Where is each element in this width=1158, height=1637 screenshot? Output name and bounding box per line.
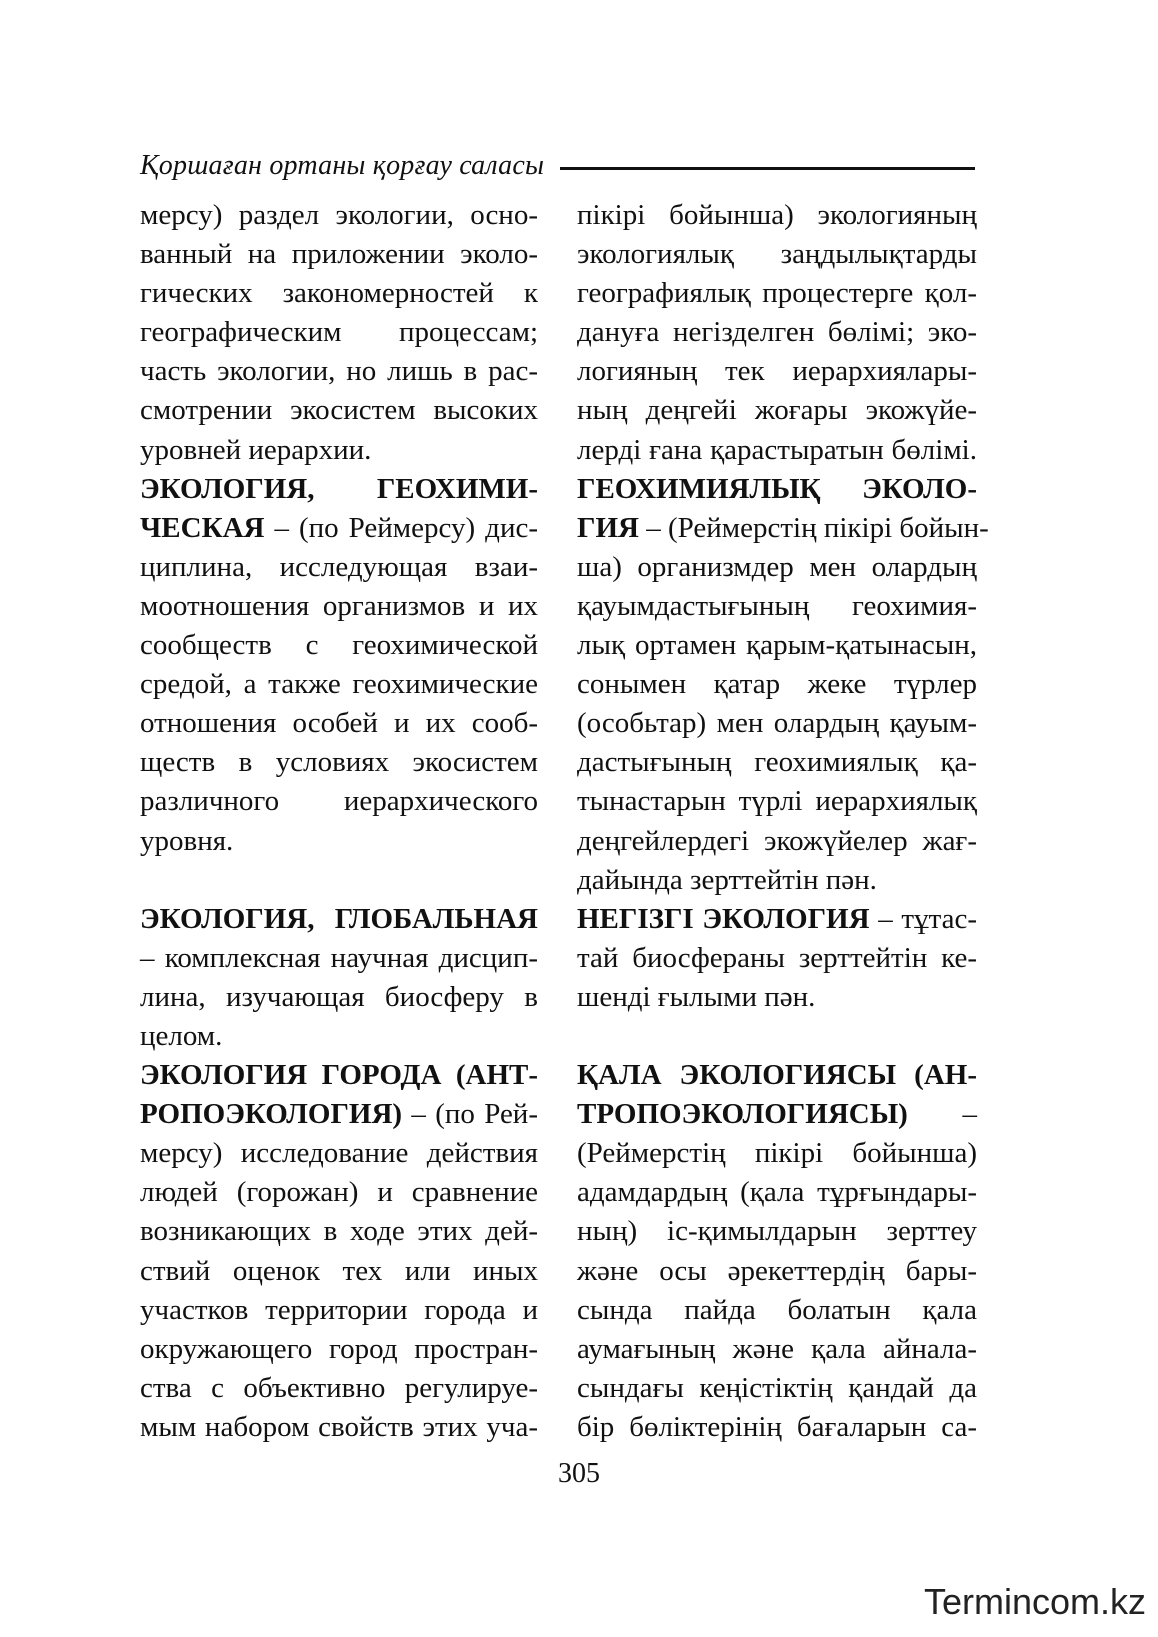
- text-line: [577, 587, 977, 626]
- line-text: аумағының және қала айнала-: [577, 1332, 977, 1365]
- text-line: [140, 900, 538, 939]
- text-line: [140, 470, 538, 509]
- text-line: [577, 1291, 977, 1330]
- text-line: [140, 626, 538, 665]
- line-text: адамдардың (қала тұрғындары-: [577, 1176, 977, 1209]
- text-line: [577, 665, 977, 704]
- text-line: [577, 1408, 977, 1447]
- text-line: [577, 274, 977, 313]
- line-text: лерді ғана қарастыратын бөлімі.: [577, 433, 977, 466]
- watermark-text: Termincom.kz: [923, 1581, 1146, 1622]
- page-number: 305: [558, 1458, 600, 1489]
- line-text: часть экологии, но лишь в рас-: [140, 355, 538, 388]
- text-line: [140, 978, 538, 1017]
- text-line: [140, 939, 538, 978]
- line-text: сонымен қатар жеке түрлер: [577, 668, 977, 701]
- line-text: бір бөліктерінің бағаларын са-: [577, 1410, 977, 1443]
- text-line: [577, 861, 977, 900]
- text-line: [577, 626, 977, 665]
- line-text: мерсу) исследование действия: [140, 1137, 538, 1170]
- term-heading: ГЕОХИМИЯЛЫҚ ЭКОЛО-: [577, 472, 977, 505]
- term-heading: ЭКОЛОГИЯ, ГЛОБАЛЬНАЯ: [140, 902, 538, 935]
- line-text: географиялық процестерге қол-: [577, 277, 977, 310]
- line-text: – (по Реймерсу) дис-: [264, 511, 538, 544]
- term-heading: ТРОПОЭКОЛОГИЯСЫ): [577, 1098, 908, 1131]
- text-line: [140, 587, 538, 626]
- text-line: [140, 665, 538, 704]
- text-line: [577, 235, 977, 274]
- line-text: ның деңгейі жоғары экожүйе-: [577, 394, 977, 427]
- text-line: [140, 1056, 538, 1095]
- text-line: [577, 548, 977, 587]
- line-text: ствий оценок тех или иных: [140, 1254, 538, 1287]
- text-line: [140, 548, 538, 587]
- line-text: дануға негізделген бөлімі; эко-: [577, 316, 977, 349]
- line-text: және осы әрекеттердің бары-: [577, 1254, 977, 1287]
- text-line: [577, 1369, 977, 1408]
- line-text: различного иерархического: [140, 785, 538, 818]
- line-text: шенді ғылыми пән.: [577, 980, 816, 1013]
- text-line: [140, 1291, 538, 1330]
- term-heading: РОПОЭКОЛОГИЯ): [140, 1098, 403, 1131]
- line-text: сында пайда болатын қала: [577, 1293, 977, 1326]
- line-text: – комплексная научная дисцип-: [140, 941, 538, 974]
- line-text: (особьтар) мен олардың қауым-: [577, 707, 977, 740]
- line-text: тынастарын түрлі иерархиялық: [577, 785, 977, 818]
- text-line: [577, 704, 977, 743]
- text-line: [577, 1095, 977, 1134]
- text-line: [577, 470, 977, 509]
- line-text: целом.: [140, 1019, 223, 1052]
- text-line: [577, 196, 977, 235]
- line-text: мерсу) раздел экологии, осно-: [140, 199, 538, 231]
- text-line: [140, 352, 538, 391]
- text-line: [577, 939, 977, 978]
- line-text: –: [907, 1098, 977, 1131]
- text-line: [140, 1252, 538, 1291]
- line-text: гических закономерностей к: [140, 277, 538, 310]
- line-text: окружающего город простран-: [140, 1332, 538, 1365]
- term-heading: ЭКОЛОГИЯ, ГЕОХИМИ-: [140, 472, 538, 505]
- text-line: [140, 196, 538, 235]
- line-text: дастығының геохимиялық қа-: [577, 746, 977, 779]
- line-text: – (Реймерстің пікірі бойын-: [638, 511, 989, 544]
- text-line: [577, 313, 977, 352]
- text-line: [140, 782, 538, 821]
- text-line: [577, 391, 977, 430]
- line-text: географическим процессам;: [140, 316, 538, 349]
- line-text: ванный на приложении эколо-: [140, 238, 538, 271]
- line-text: ның) іс-қимылдарын зерттеу: [577, 1215, 977, 1248]
- line-text: – тұтас-: [869, 902, 977, 935]
- line-text: деңгейлердегі экожүйелер жағ-: [577, 824, 977, 857]
- line-text: дайында зерттейтін пән.: [577, 863, 877, 896]
- line-text: (Реймерстің пікірі бойынша): [577, 1137, 977, 1170]
- text-line: [577, 509, 989, 548]
- text-line: [140, 1330, 538, 1369]
- text-line: [577, 1134, 977, 1173]
- text-line: [577, 1212, 977, 1251]
- text-line: [577, 743, 977, 782]
- text-line: [577, 822, 977, 861]
- term-heading: ЧЕСКАЯ: [140, 511, 265, 544]
- text-line: [140, 1095, 538, 1134]
- running-header-title: Қоршаған ортаны қорғау саласы: [140, 150, 545, 181]
- text-line: [140, 235, 538, 274]
- left-column: [140, 196, 538, 1447]
- text-line: [577, 900, 977, 939]
- term-heading: ЭКОЛОГИЯ ГОРОДА (АНТ-: [140, 1059, 538, 1092]
- text-line: [140, 743, 538, 782]
- text-line: [140, 313, 538, 352]
- text-line: [140, 431, 538, 470]
- line-text: лық ортамен қарым-қатынасын,: [577, 629, 977, 662]
- line-text: тай биосфераны зерттейтін ке-: [577, 941, 977, 974]
- term-heading: ҚАЛА ЭКОЛОГИЯСЫ (АН-: [577, 1059, 977, 1092]
- line-text: – (по Рей-: [402, 1098, 538, 1131]
- line-text: ства с объективно регулируе-: [140, 1371, 538, 1404]
- line-text: уровней иерархии.: [140, 433, 372, 466]
- right-column: [577, 196, 989, 1447]
- text-line: [140, 704, 538, 743]
- watermark-logo: [924, 1580, 1146, 1624]
- line-text: сообществ с геохимической: [140, 629, 538, 662]
- line-text: людей (горожан) и сравнение: [140, 1176, 538, 1209]
- line-text: сындағы кеңістіктің қандай да: [577, 1371, 977, 1404]
- text-line: [140, 1173, 538, 1212]
- line-text: ществ в условиях экосистем: [140, 746, 538, 779]
- text-line: [577, 1173, 977, 1212]
- text-line: [577, 1330, 977, 1369]
- text-line: [140, 274, 538, 313]
- line-text: лина, изучающая биосферу в: [140, 980, 538, 1013]
- text-line: [140, 1212, 538, 1251]
- text-line: [140, 1408, 538, 1447]
- term-heading: ГИЯ: [577, 511, 639, 544]
- text-line: [140, 1369, 538, 1408]
- header-rule: [560, 167, 975, 170]
- line-text: ша) организмдер мен олардың: [577, 550, 977, 583]
- text-line: [577, 352, 977, 391]
- line-text: смотрении экосистем высоких: [140, 394, 538, 427]
- text-line: [140, 822, 538, 861]
- text-line: [577, 782, 977, 821]
- text-line: [577, 431, 977, 470]
- line-text: экологиялық заңдылықтарды: [577, 238, 977, 271]
- line-text: средой, а также геохимические: [140, 668, 538, 701]
- line-text: логияның тек иерархиялары-: [577, 355, 977, 388]
- line-text: циплина, исследующая взаи-: [140, 550, 538, 583]
- line-text: уровня.: [140, 824, 234, 857]
- line-text: пікірі бойынша) экологияның: [577, 199, 977, 231]
- line-text: моотношения организмов и их: [140, 589, 538, 622]
- text-line: [577, 1252, 977, 1291]
- text-line: [140, 1134, 538, 1173]
- line-text: отношения особей и их сооб-: [140, 707, 538, 740]
- paragraph-gap: [577, 1017, 977, 1056]
- text-line: [140, 509, 538, 548]
- term-heading: НЕГІЗГІ ЭКОЛОГИЯ: [577, 902, 870, 935]
- text-line: [140, 391, 538, 430]
- running-header: [140, 142, 975, 190]
- line-text: мым набором свойств этих уча-: [140, 1410, 538, 1443]
- text-line: [577, 1056, 977, 1095]
- text-line: [577, 978, 977, 1017]
- text-line: [140, 1017, 538, 1056]
- line-text: участков территории города и: [140, 1293, 538, 1326]
- line-text: возникающих в ходе этих дей-: [140, 1215, 538, 1248]
- paragraph-gap: [140, 861, 538, 900]
- line-text: қауымдастығының геохимия-: [577, 589, 977, 622]
